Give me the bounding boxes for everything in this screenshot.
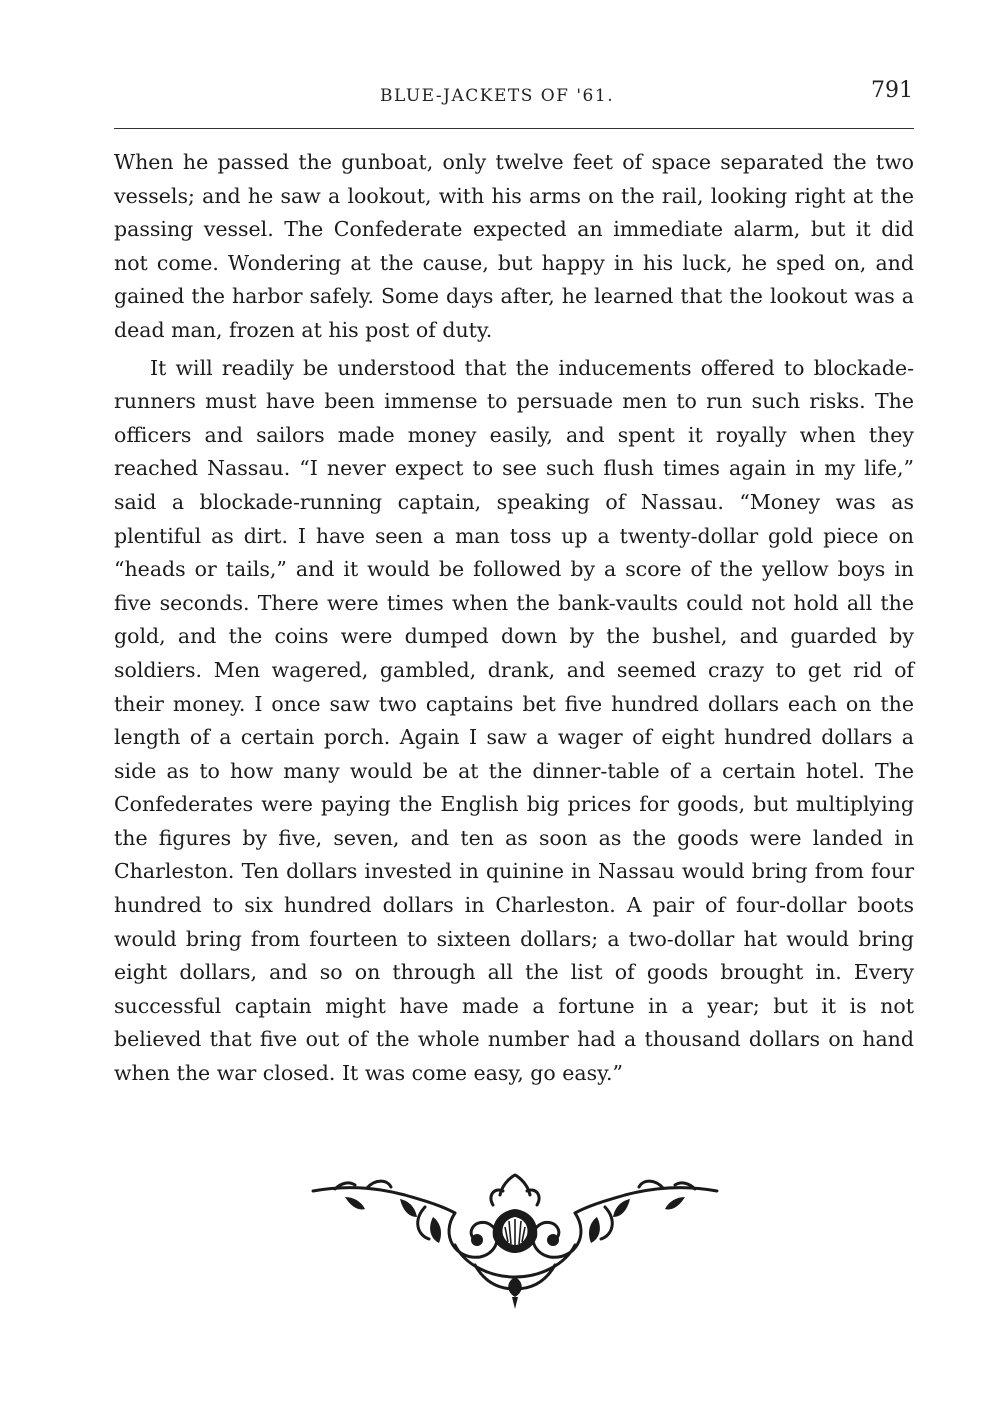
body-text (114, 146, 914, 1095)
paragraph-1: When he passed the gunboat, only twelve feet of space separated the two vessels; and he saw a lookout, with his arms on the rail, looking right at the passing vessel. The Confederate expected an immediate alarm, but it did not come. Wondering at the cause, but happy in his luck, he sped on, and gained the harbor safely. Some days after, he learned that the lookout was a dead man, frozen at his post of duty. (114, 150, 914, 342)
running-head-title: BLUE-JACKETS OF '61. (380, 86, 615, 106)
decorative-scroll-tailpiece-icon (305, 1165, 725, 1310)
header-rule (114, 128, 914, 129)
paragraph-2: It will readily be understood that the inducements offered to blockade-runners must have been immense to persuade men to run such risks. The officers and sailors made money easily, and spent it royally when they reached Nassau. “I never expect to see such flush times again in my life,” said a blockade-running captain, speaking of Nassau. “Money was as plentiful as dirt. I have seen a man toss up a twenty-dollar gold piece on “heads or tails,” and it would be followed by a score of the yellow boys in five seconds. There were times when the bank-vaults could not hold all the gold, and the coins were dumped down by the bushel, and guarded by soldiers. Men wagered, gambled, drank, and seemed crazy to get rid of their money. I once saw two captains bet five hundred dollars each on the length of a certain porch. Again I saw a wager of eight hundred dollars a side as to how many would be at the dinner-table of a certain hotel. The Confederates were paying the English big prices for goods, but multiplying the figures by five, seven, and ten as soon as the goods were landed in Charleston. Ten dollars invested in quinine in Nassau would bring from four hundred to six hundred dollars in Charleston. A pair of four-dollar boots would bring from fourteen to sixteen dollars; a two-dollar hat would bring eight dollars, and so on through all the list of goods brought in. Every successful captain might have made a fortune in a year; but it is not believed that five out of the whole number had a thousand dollars on hand when the war closed. It was come easy, go easy.” (114, 355, 914, 1086)
page-number: 791 (871, 78, 913, 103)
